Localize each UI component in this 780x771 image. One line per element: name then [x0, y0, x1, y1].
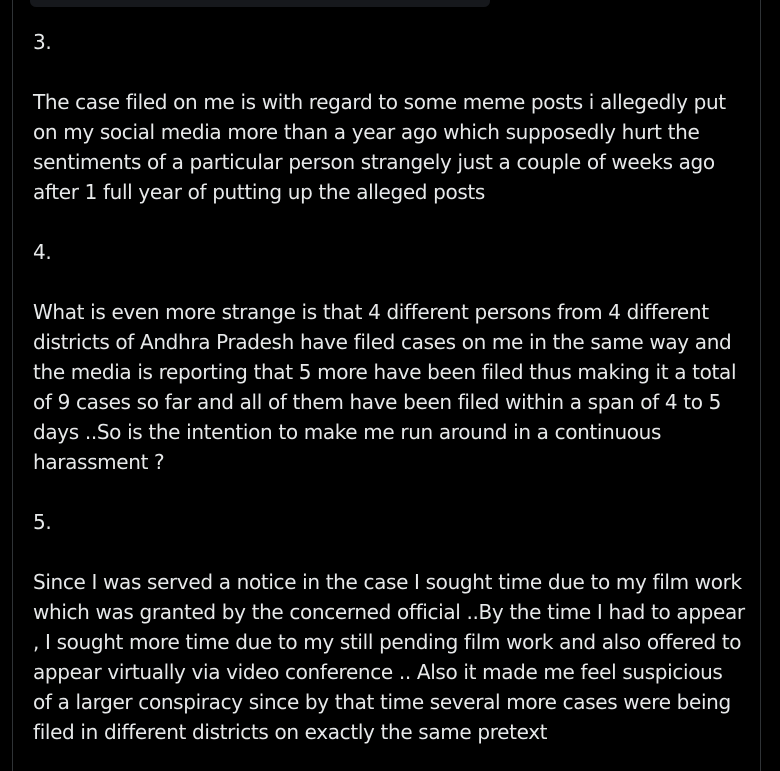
point-number-5: 5.: [33, 510, 52, 534]
paragraph-case-details: The case filed on me is with regard to some meme posts i allegedly put on my social media more than a year ago which supposedly hurt the sentiments of a particular person strangely just a couple of weeks ago after 1 full year of putting up the alleged posts: [33, 90, 726, 204]
post-text: [33, 27, 745, 747]
paragraph-multiple-cases: What is even more strange is that 4 different persons from 4 different districts of Andhra Pradesh have filed cases on me in the same way and the media is reporting that 5 more have been filed thus making it a total of 9 cases so far and all of them have been filed within a span of 4 to 5 days ..So is the intention to make me run around in a continuous harassment ?: [33, 300, 737, 474]
paragraph-notice-served: Since I was served a notice in the case I sought time due to my film work which was granted by the concerned official ..By the time I had to appear , I sought more time due to my still pending film work and also offered to appear virtually via video conference .. Also it made me feel suspicious of a larger conspiracy since by that time several more cases were being filed in different districts on exactly the same pretext: [33, 570, 745, 744]
point-number-3: 3.: [33, 30, 52, 54]
point-number-4: 4.: [33, 240, 52, 264]
